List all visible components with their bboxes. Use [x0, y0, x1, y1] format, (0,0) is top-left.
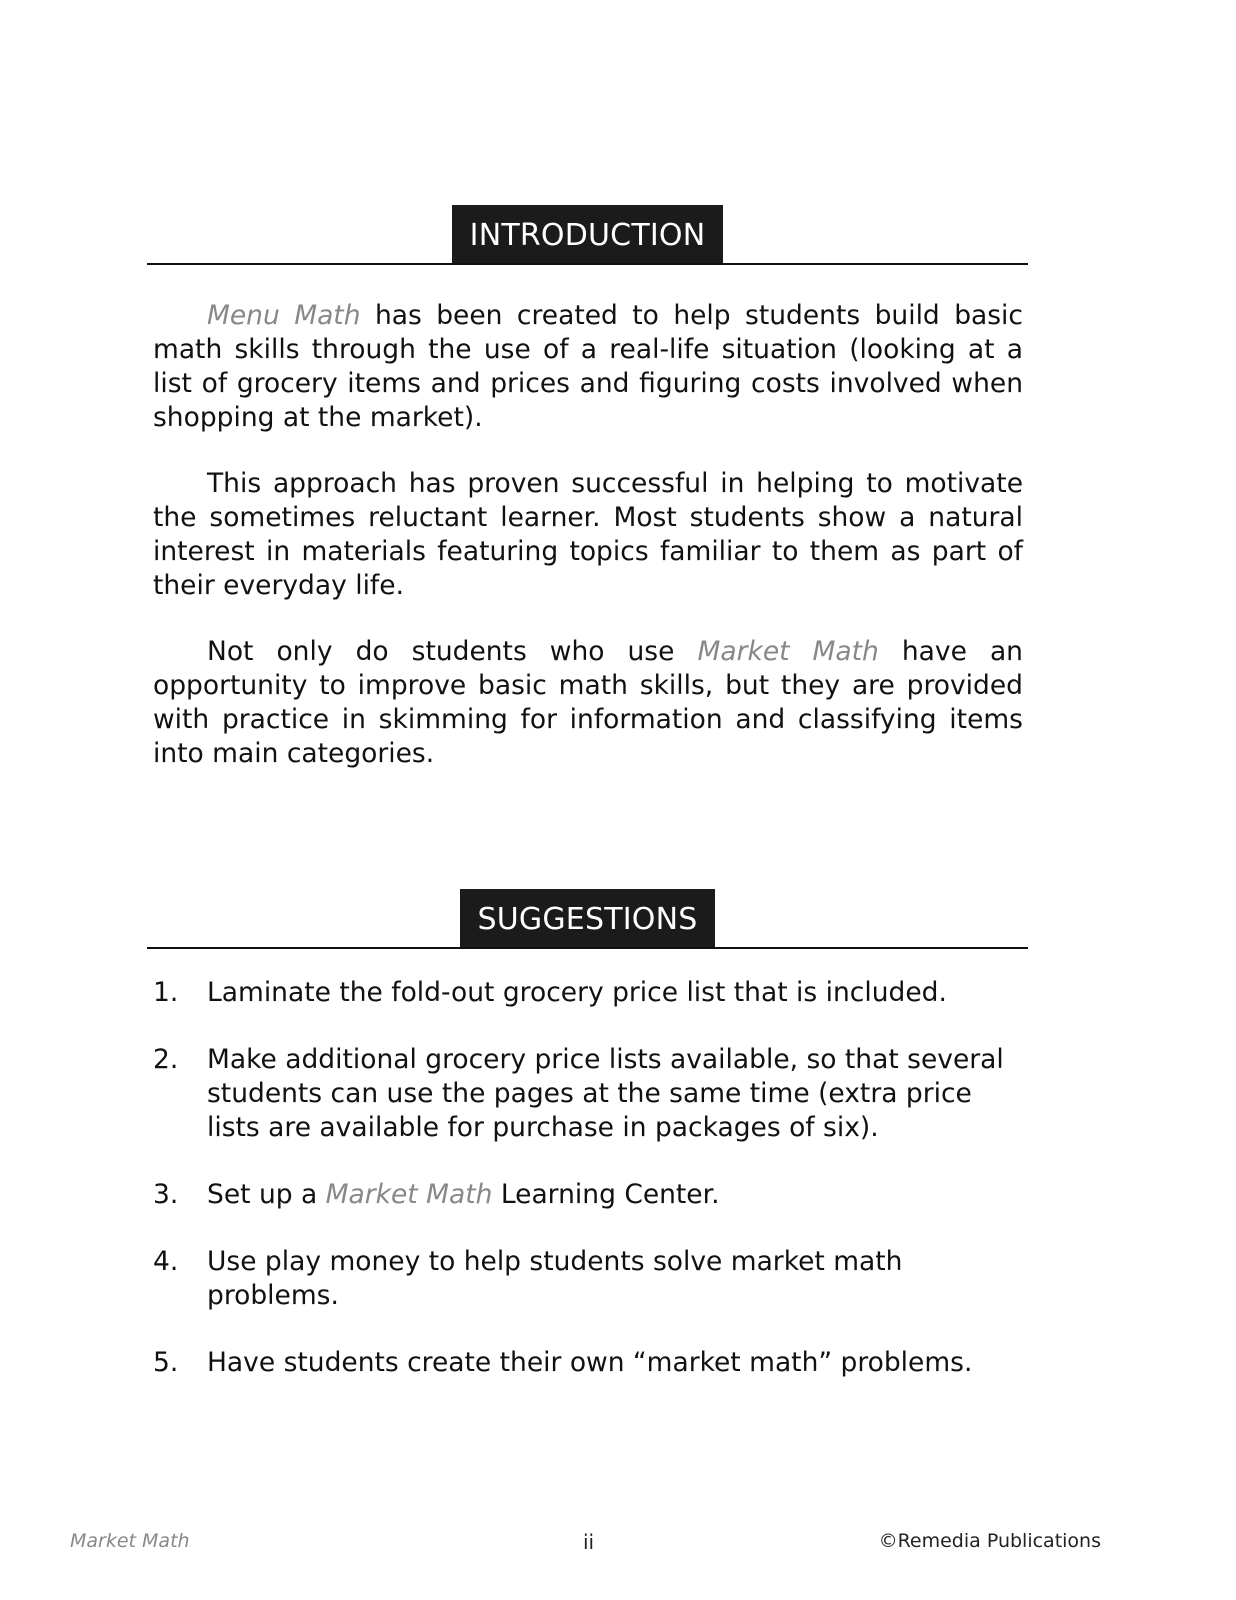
- introduction-header: [147, 205, 1028, 265]
- suggestion-text: Laminate the fold-out grocery price list that is included.: [207, 977, 947, 1008]
- suggestion-item: [153, 1178, 1023, 1212]
- suggestion-text: Have students create their own “market math” problems.: [207, 1347, 973, 1378]
- suggestion-number: 4.: [153, 1246, 179, 1277]
- footer-copyright: ©Remedia Publications: [878, 1530, 1101, 1552]
- footer-book-title: Market Math: [70, 1530, 190, 1552]
- suggestion-item: [153, 1245, 1023, 1313]
- introduction-body: [153, 299, 1023, 803]
- suggestion-text: Use play money to help students solve market math problems.: [207, 1246, 903, 1311]
- market-math-title: Market Math: [325, 1179, 493, 1210]
- intro-paragraph-2: This approach has proven successful in helping to motivate the sometimes reluctant learner. Most students show a natural interest in materials featuring topics familiar to them as part of their everyday life.: [153, 468, 1023, 601]
- menu-math-title: Menu Math: [207, 300, 361, 331]
- suggestion-text: Make additional grocery price lists available, so that several students can use the pages at the same time (extra price lists are available for purchase in packages of six).: [207, 1044, 1004, 1143]
- suggestion-item: [153, 976, 1023, 1010]
- suggestions-heading: SUGGESTIONS: [460, 889, 716, 947]
- suggestions-list: [153, 976, 1023, 1413]
- intro-paragraph-3: [153, 635, 1023, 771]
- suggestion-number: 3.: [153, 1179, 179, 1210]
- suggestion-text-end: Learning Center.: [492, 1179, 720, 1210]
- suggestion-text-start: Set up a: [207, 1179, 326, 1210]
- intro-paragraph-1-text: has been created to help students build basic math skills through the use of a real-life situation (looking at a list of grocery items and prices and figuring costs involved when shopping at the market).: [153, 300, 1023, 433]
- suggestions-header: [147, 889, 1028, 949]
- suggestion-number: 2.: [153, 1044, 179, 1075]
- market-math-title: Market Math: [697, 636, 879, 667]
- suggestion-number: 1.: [153, 977, 179, 1008]
- footer-page-number: ii: [583, 1530, 595, 1554]
- intro-paragraph-3-start: Not only do students who use: [207, 636, 698, 667]
- intro-paragraph-3-end: have an opportunity to improve basic math skills, but they are provided with practice in skimming for information and classifying items into main categories.: [153, 636, 1023, 769]
- intro-paragraph-1: [153, 299, 1023, 435]
- suggestion-item: [153, 1346, 1023, 1380]
- suggestion-item: [153, 1043, 1023, 1145]
- introduction-heading: INTRODUCTION: [452, 205, 724, 263]
- suggestion-number: 5.: [153, 1347, 179, 1378]
